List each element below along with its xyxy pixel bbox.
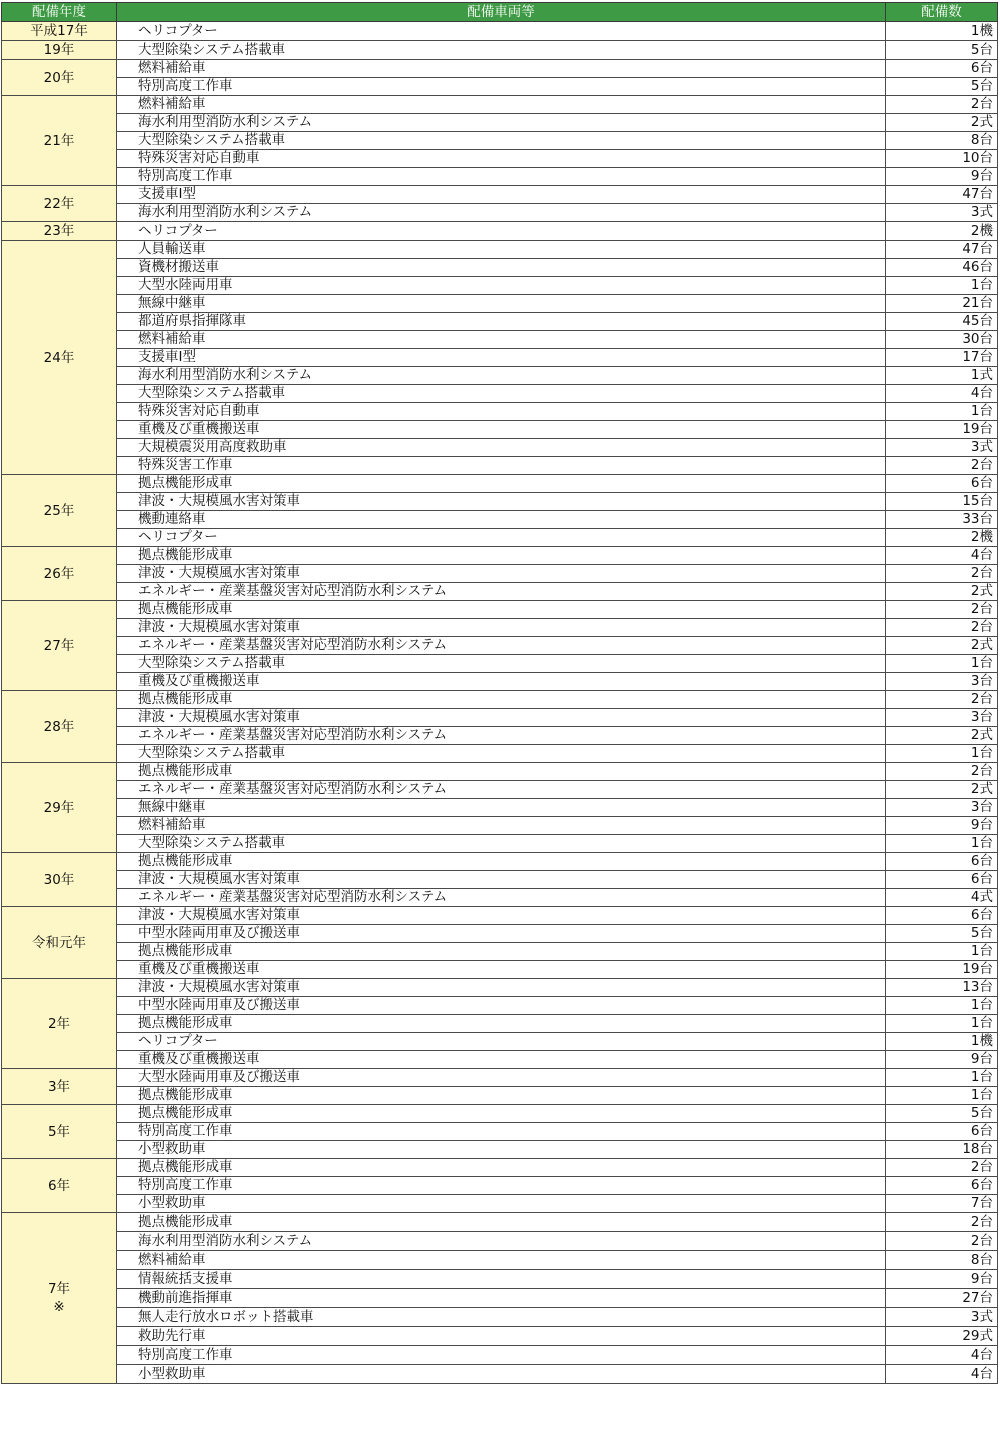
table-row — [2, 96, 998, 114]
deployment-count-cell: 2式 — [886, 727, 998, 745]
vehicle-name-cell: 海水利用型消防水利システム — [117, 1232, 886, 1251]
deployment-count-cell: 8台 — [886, 1251, 998, 1270]
deployment-count-cell: 2台 — [886, 96, 998, 114]
vehicle-name-cell: 資機材搬送車 — [117, 259, 886, 277]
deployment-count-cell: 5台 — [886, 41, 998, 60]
vehicle-name-cell: 小型救助車 — [117, 1195, 886, 1213]
header-count: 配備数 — [886, 3, 998, 22]
vehicle-name-cell: 特殊災害対応自動車 — [117, 150, 886, 168]
year-cell — [2, 22, 117, 41]
deployment-count-cell: 1機 — [886, 22, 998, 41]
year-cell — [2, 979, 117, 1069]
vehicle-name-cell: 小型救助車 — [117, 1141, 886, 1159]
vehicle-name-cell: 拠点機能形成車 — [117, 1087, 886, 1105]
vehicle-name-cell: 特別高度工作車 — [117, 168, 886, 186]
deployment-count-cell: 1台 — [886, 277, 998, 295]
year-label: 25年 — [43, 502, 75, 519]
deployment-count-cell: 1台 — [886, 745, 998, 763]
year-cell — [2, 222, 117, 241]
table-row — [2, 222, 998, 241]
deployment-count-cell: 5台 — [886, 925, 998, 943]
table-row — [2, 1123, 998, 1141]
deployment-count-cell: 2台 — [886, 691, 998, 709]
year-cell — [2, 41, 117, 60]
vehicle-name-cell: エネルギー・産業基盤災害対応型消防水利システム — [117, 637, 886, 655]
table-row — [2, 691, 998, 709]
deployment-count-cell: 9台 — [886, 817, 998, 835]
deployment-count-cell: 6台 — [886, 475, 998, 493]
table-row — [2, 907, 998, 925]
deployment-count-cell: 1台 — [886, 943, 998, 961]
vehicle-name-cell: 燃料補給車 — [117, 817, 886, 835]
deployment-count-cell: 17台 — [886, 349, 998, 367]
vehicle-name-cell: 重機及び重機搬送車 — [117, 1051, 886, 1069]
deployment-count-cell: 2台 — [886, 1213, 998, 1232]
vehicle-name-cell: 拠点機能形成車 — [117, 475, 886, 493]
vehicle-name-cell: エネルギー・産業基盤災害対応型消防水利システム — [117, 583, 886, 601]
vehicle-name-cell: 大規模震災用高度救助車 — [117, 439, 886, 457]
table-row — [2, 168, 998, 186]
year-cell — [2, 853, 117, 907]
table-row — [2, 943, 998, 961]
deployment-count-cell: 4台 — [886, 1346, 998, 1365]
deployment-count-cell: 2式 — [886, 583, 998, 601]
table-row — [2, 619, 998, 637]
table-row — [2, 295, 998, 313]
vehicle-name-cell: 津波・大規模風水害対策車 — [117, 565, 886, 583]
header-item: 配備車両等 — [117, 3, 886, 22]
table-row — [2, 150, 998, 168]
vehicle-name-cell: エネルギー・産業基盤災害対応型消防水利システム — [117, 889, 886, 907]
vehicle-name-cell: 海水利用型消防水利システム — [117, 114, 886, 132]
vehicle-name-cell: 拠点機能形成車 — [117, 1213, 886, 1232]
table-row — [2, 565, 998, 583]
vehicle-name-cell: エネルギー・産業基盤災害対応型消防水利システム — [117, 781, 886, 799]
year-label: 24年 — [43, 349, 75, 366]
deployment-count-cell: 4台 — [886, 547, 998, 565]
deployment-count-cell: 3台 — [886, 673, 998, 691]
deployment-count-cell: 6台 — [886, 1123, 998, 1141]
table-row — [2, 709, 998, 727]
deployment-count-cell: 2式 — [886, 637, 998, 655]
table-row — [2, 277, 998, 295]
deployment-count-cell: 2台 — [886, 619, 998, 637]
deployment-count-cell: 4台 — [886, 385, 998, 403]
year-label: 23年 — [43, 223, 75, 239]
year-cell — [2, 601, 117, 691]
vehicle-name-cell: 特別高度工作車 — [117, 1346, 886, 1365]
year-label: 7年 — [47, 1281, 71, 1297]
year-cell — [2, 1213, 117, 1384]
vehicle-name-cell: 情報統括支援車 — [117, 1270, 886, 1289]
table-row — [2, 1289, 998, 1308]
year-cell — [2, 60, 117, 96]
table-row — [2, 1177, 998, 1195]
vehicle-name-cell: 支援車Ⅰ型 — [117, 186, 886, 204]
table-row — [2, 1346, 998, 1365]
vehicle-name-cell: 拠点機能形成車 — [117, 763, 886, 781]
vehicle-name-cell: 重機及び重機搬送車 — [117, 673, 886, 691]
table-row — [2, 673, 998, 691]
vehicle-name-cell: 特殊災害対応自動車 — [117, 403, 886, 421]
vehicle-name-cell: 拠点機能形成車 — [117, 1105, 886, 1123]
vehicle-name-cell: 大型水陸両用車及び搬送車 — [117, 1069, 886, 1087]
vehicle-name-cell: 海水利用型消防水利システム — [117, 204, 886, 222]
table-row — [2, 421, 998, 439]
vehicle-name-cell: 機動前進指揮車 — [117, 1289, 886, 1308]
table-row — [2, 1087, 998, 1105]
table-row — [2, 493, 998, 511]
table-row — [2, 1051, 998, 1069]
deployment-count-cell: 3式 — [886, 1308, 998, 1327]
year-label: 20年 — [43, 69, 75, 86]
table-row — [2, 637, 998, 655]
vehicle-name-cell: 救助先行車 — [117, 1327, 886, 1346]
year-cell — [2, 1159, 117, 1213]
table-row — [2, 925, 998, 943]
deployment-count-cell: 3式 — [886, 439, 998, 457]
vehicle-name-cell: 大型水陸両用車 — [117, 277, 886, 295]
table-row — [2, 1141, 998, 1159]
year-cell — [2, 1105, 117, 1159]
year-label: 19年 — [43, 42, 75, 58]
vehicle-name-cell: 拠点機能形成車 — [117, 1159, 886, 1177]
vehicle-name-cell: ヘリコプター — [117, 1033, 886, 1051]
deployment-count-cell: 8台 — [886, 132, 998, 150]
vehicle-name-cell: 拠点機能形成車 — [117, 943, 886, 961]
deployment-count-cell: 2台 — [886, 457, 998, 475]
deployment-count-cell: 2台 — [886, 1232, 998, 1251]
vehicle-name-cell: 無線中継車 — [117, 799, 886, 817]
table-row — [2, 1251, 998, 1270]
deployment-count-cell: 6台 — [886, 907, 998, 925]
deployment-count-cell: 2式 — [886, 114, 998, 132]
table-row — [2, 259, 998, 277]
table-row — [2, 204, 998, 222]
table-row — [2, 511, 998, 529]
year-label: 22年 — [43, 195, 75, 212]
table-row — [2, 1159, 998, 1177]
year-label: 29年 — [43, 799, 75, 816]
vehicle-name-cell: ヘリコプター — [117, 22, 886, 41]
year-cell — [2, 691, 117, 763]
deployment-count-cell: 30台 — [886, 331, 998, 349]
deployment-count-cell: 4式 — [886, 889, 998, 907]
table-row — [2, 331, 998, 349]
table-row — [2, 817, 998, 835]
deployment-count-cell: 29式 — [886, 1327, 998, 1346]
year-label: 令和元年 — [32, 934, 86, 951]
table-row — [2, 313, 998, 331]
deployment-count-cell: 15台 — [886, 493, 998, 511]
table-row — [2, 367, 998, 385]
vehicle-name-cell: 都道府県指揮隊車 — [117, 313, 886, 331]
vehicle-name-cell: エネルギー・産業基盤災害対応型消防水利システム — [117, 727, 886, 745]
year-label: 3年 — [47, 1078, 71, 1095]
table-row — [2, 1232, 998, 1251]
table-row — [2, 403, 998, 421]
vehicle-name-cell: 拠点機能形成車 — [117, 547, 886, 565]
table-row — [2, 1105, 998, 1123]
year-cell — [2, 547, 117, 601]
vehicle-name-cell: 拠点機能形成車 — [117, 601, 886, 619]
table-row — [2, 186, 998, 204]
deployment-count-cell: 2台 — [886, 601, 998, 619]
deployment-count-cell: 2台 — [886, 565, 998, 583]
deployment-count-cell: 5台 — [886, 78, 998, 96]
vehicle-name-cell: 大型除染システム搭載車 — [117, 385, 886, 403]
vehicle-name-cell: 無人走行放水ロボット搭載車 — [117, 1308, 886, 1327]
vehicle-name-cell: 津波・大規模風水害対策車 — [117, 493, 886, 511]
deployment-count-cell: 1機 — [886, 1033, 998, 1051]
vehicle-name-cell: 大型除染システム搭載車 — [117, 745, 886, 763]
table-row — [2, 475, 998, 493]
deployment-count-cell: 2台 — [886, 1159, 998, 1177]
table-row — [2, 997, 998, 1015]
vehicle-name-cell: 人員輸送車 — [117, 241, 886, 259]
deployment-count-cell: 47台 — [886, 241, 998, 259]
deployment-count-cell: 3台 — [886, 799, 998, 817]
deployment-count-cell: 6台 — [886, 1177, 998, 1195]
deployment-count-cell: 2式 — [886, 781, 998, 799]
deployment-count-cell: 2台 — [886, 763, 998, 781]
table-row — [2, 1213, 998, 1232]
year-cell — [2, 907, 117, 979]
vehicle-name-cell: 中型水陸両用車及び搬送車 — [117, 925, 886, 943]
vehicle-name-cell: 大型除染システム搭載車 — [117, 41, 886, 60]
table-row — [2, 601, 998, 619]
table-body — [2, 22, 998, 1384]
deployment-count-cell: 1式 — [886, 367, 998, 385]
table-row — [2, 439, 998, 457]
deployment-count-cell: 1台 — [886, 997, 998, 1015]
year-cell — [2, 96, 117, 186]
table-row — [2, 781, 998, 799]
table-row — [2, 1327, 998, 1346]
table-row — [2, 961, 998, 979]
deployment-count-cell: 7台 — [886, 1195, 998, 1213]
deployment-count-cell: 6台 — [886, 853, 998, 871]
deployment-count-cell: 3式 — [886, 204, 998, 222]
vehicle-name-cell: 大型除染システム搭載車 — [117, 655, 886, 673]
table-row — [2, 727, 998, 745]
table-row — [2, 1069, 998, 1087]
table-row — [2, 457, 998, 475]
table-row — [2, 349, 998, 367]
deployment-count-cell: 18台 — [886, 1141, 998, 1159]
table-row — [2, 853, 998, 871]
vehicle-name-cell: 無線中継車 — [117, 295, 886, 313]
vehicle-name-cell: 支援車Ⅰ型 — [117, 349, 886, 367]
table-row — [2, 655, 998, 673]
deployment-count-cell: 19台 — [886, 961, 998, 979]
deployment-count-cell: 45台 — [886, 313, 998, 331]
year-label: 30年 — [43, 871, 75, 888]
deployment-count-cell: 4台 — [886, 1365, 998, 1384]
deployment-count-cell: 9台 — [886, 1051, 998, 1069]
deployment-count-cell: 21台 — [886, 295, 998, 313]
deployment-count-cell: 2機 — [886, 529, 998, 547]
table-row — [2, 1015, 998, 1033]
vehicle-name-cell: 燃料補給車 — [117, 60, 886, 78]
table-row — [2, 385, 998, 403]
vehicle-name-cell: 重機及び重機搬送車 — [117, 421, 886, 439]
vehicle-name-cell: 拠点機能形成車 — [117, 691, 886, 709]
vehicle-name-cell: 大型除染システム搭載車 — [117, 132, 886, 150]
table-row — [2, 583, 998, 601]
table-row — [2, 60, 998, 78]
year-label: 6年 — [47, 1177, 71, 1194]
table-row — [2, 41, 998, 60]
vehicle-name-cell: ヘリコプター — [117, 529, 886, 547]
table-row — [2, 78, 998, 96]
vehicle-name-cell: 海水利用型消防水利システム — [117, 367, 886, 385]
year-cell — [2, 186, 117, 222]
vehicle-name-cell: 燃料補給車 — [117, 1251, 886, 1270]
deployment-count-cell: 5台 — [886, 1105, 998, 1123]
year-cell — [2, 763, 117, 853]
deployment-count-cell: 1台 — [886, 835, 998, 853]
deployment-count-cell: 6台 — [886, 871, 998, 889]
vehicle-name-cell: 津波・大規模風水害対策車 — [117, 907, 886, 925]
vehicle-name-cell: ヘリコプター — [117, 222, 886, 241]
deployment-count-cell: 2機 — [886, 222, 998, 241]
vehicle-name-cell: 拠点機能形成車 — [117, 1015, 886, 1033]
deployment-count-cell: 1台 — [886, 655, 998, 673]
vehicle-name-cell: 津波・大規模風水害対策車 — [117, 871, 886, 889]
vehicle-name-cell: 機動連絡車 — [117, 511, 886, 529]
vehicle-name-cell: 燃料補給車 — [117, 96, 886, 114]
vehicle-name-cell: 津波・大規模風水害対策車 — [117, 619, 886, 637]
year-cell — [2, 1069, 117, 1105]
table-row — [2, 529, 998, 547]
deployment-count-cell: 19台 — [886, 421, 998, 439]
year-label: 28年 — [43, 718, 75, 735]
deployment-count-cell: 13台 — [886, 979, 998, 997]
vehicle-name-cell: 燃料補給車 — [117, 331, 886, 349]
year-label: 21年 — [43, 132, 75, 149]
deployment-count-cell: 1台 — [886, 1069, 998, 1087]
vehicle-name-cell: 特別高度工作車 — [117, 78, 886, 96]
deployment-count-cell: 1台 — [886, 1015, 998, 1033]
table-row — [2, 547, 998, 565]
deployment-count-cell: 9台 — [886, 168, 998, 186]
table-row — [2, 763, 998, 781]
vehicle-name-cell: 特別高度工作車 — [117, 1123, 886, 1141]
table-row — [2, 745, 998, 763]
year-label: 26年 — [43, 565, 75, 582]
year-cell — [2, 241, 117, 475]
vehicle-name-cell: 中型水陸両用車及び搬送車 — [117, 997, 886, 1015]
table-row — [2, 1365, 998, 1384]
table-row — [2, 871, 998, 889]
deployment-count-cell: 27台 — [886, 1289, 998, 1308]
table-row — [2, 979, 998, 997]
deployment-count-cell: 6台 — [886, 60, 998, 78]
table-row — [2, 22, 998, 41]
vehicle-name-cell: 小型救助車 — [117, 1365, 886, 1384]
table-row — [2, 132, 998, 150]
deployment-count-cell: 33台 — [886, 511, 998, 529]
table-row — [2, 1270, 998, 1289]
year-cell — [2, 475, 117, 547]
table-row — [2, 114, 998, 132]
header-year: 配備年度 — [2, 3, 117, 22]
table-row — [2, 799, 998, 817]
year-label: 平成17年 — [30, 23, 88, 39]
vehicle-name-cell: 津波・大規模風水害対策車 — [117, 979, 886, 997]
vehicle-name-cell: 大型除染システム搭載車 — [117, 835, 886, 853]
deployment-count-cell: 1台 — [886, 403, 998, 421]
table-row — [2, 241, 998, 259]
vehicle-name-cell: 津波・大規模風水害対策車 — [117, 709, 886, 727]
table-row — [2, 1033, 998, 1051]
year-note-mark: ※ — [53, 1299, 65, 1315]
vehicle-name-cell: 重機及び重機搬送車 — [117, 961, 886, 979]
table-row — [2, 835, 998, 853]
year-label: 5年 — [47, 1123, 71, 1140]
vehicle-name-cell: 特別高度工作車 — [117, 1177, 886, 1195]
table-header-row — [2, 3, 998, 22]
vehicle-name-cell: 拠点機能形成車 — [117, 853, 886, 871]
table-row — [2, 1308, 998, 1327]
deployment-count-cell: 46台 — [886, 259, 998, 277]
vehicle-name-cell: 特殊災害工作車 — [117, 457, 886, 475]
deployment-count-cell: 47台 — [886, 186, 998, 204]
vehicle-deployment-table — [1, 2, 998, 1384]
table-row — [2, 889, 998, 907]
year-label: 27年 — [43, 637, 75, 654]
year-label: 2年 — [47, 1015, 71, 1032]
deployment-count-cell: 10台 — [886, 150, 998, 168]
table-row — [2, 1195, 998, 1213]
deployment-count-cell: 9台 — [886, 1270, 998, 1289]
deployment-count-cell: 1台 — [886, 1087, 998, 1105]
deployment-count-cell: 3台 — [886, 709, 998, 727]
